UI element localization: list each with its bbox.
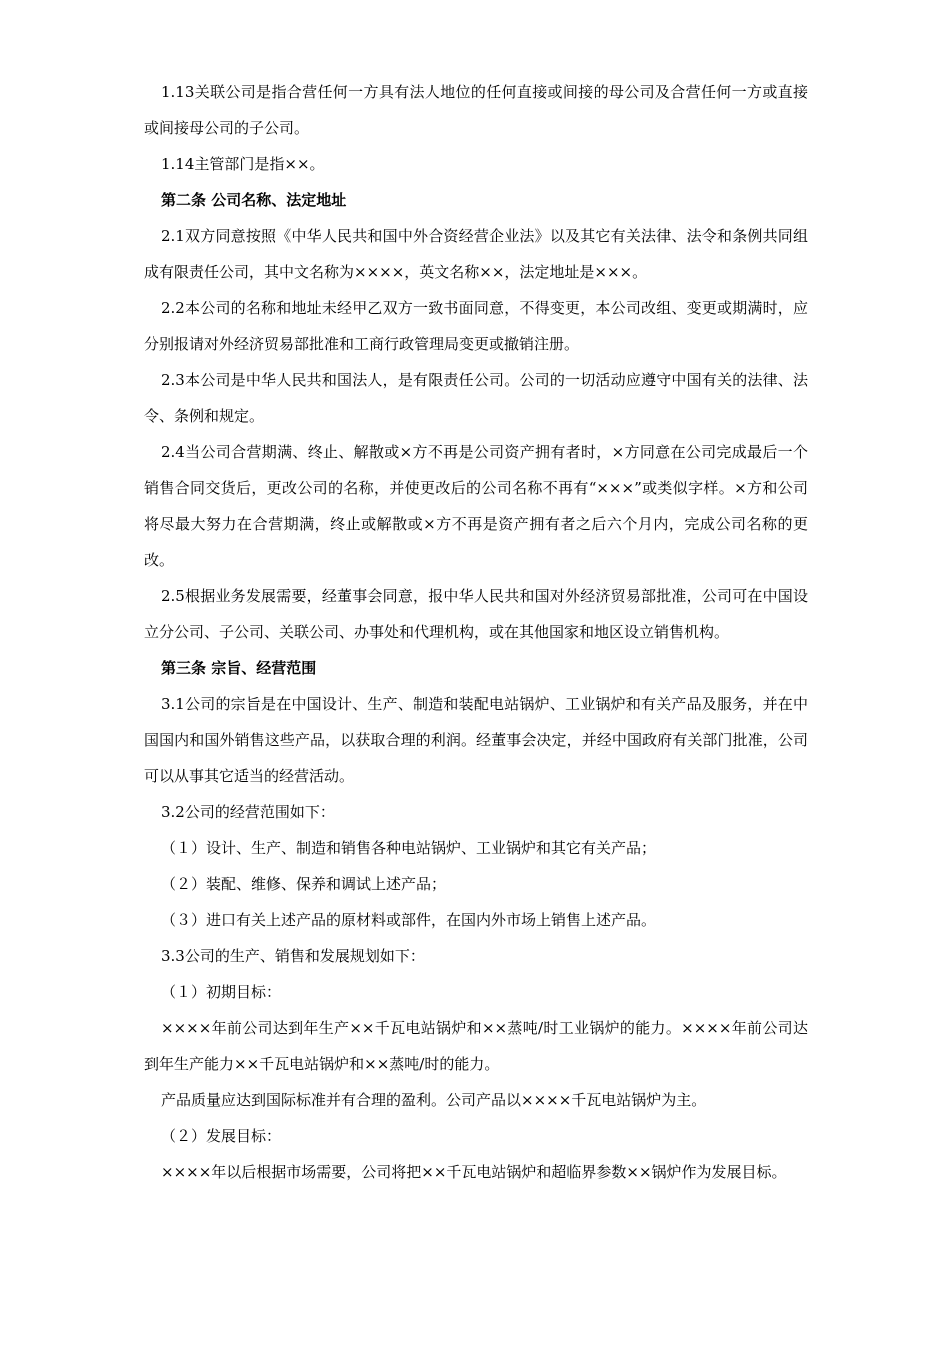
clause-2-3: 2.3本公司是中华人民共和国法人，是有限责任公司。公司的一切活动应遵守中国有关的法律、法令、条例和规定。: [144, 371, 808, 425]
clause-1-13: 1.13关联公司是指合营任何一方具有法人地位的任何直接或间接的母公司及合营任何一方或直接或间接母公司的子公司。: [144, 83, 808, 137]
clause-3-3-item-2: （２）发展目标：: [161, 1127, 282, 1145]
article-2-heading: 第二条 公司名称、法定地址: [161, 191, 347, 209]
clause-3-2-item-2: （２）装配、维修、保养和调试上述产品；: [161, 875, 447, 893]
document-body: [144, 74, 808, 1190]
clause-3-3-item-1: （１）初期目标：: [161, 983, 282, 1001]
development-goal-text: ××××年以后根据市场需要，公司将把××千瓦电站锅炉和超临界参数××锅炉作为发展目标。: [161, 1163, 787, 1181]
quality-goal-text: 产品质量应达到国际标准并有合理的盈利。公司产品以××××千瓦电站锅炉为主。: [161, 1091, 707, 1109]
clause-2-4: 2.4当公司合营期满、终止、解散或×方不再是公司资产拥有者时，×方同意在公司完成最后一个销售合同交货后，更改公司的名称，并使更改后的公司名称不再有“×××”或类似字样。×方和公司将尽最大努力在合营期满，终止或解散或×方不再是资产拥有者之后六个月内，完成公司名称的更改。: [144, 443, 808, 569]
clause-3-2-item-1: （１）设计、生产、制造和销售各种电站锅炉、工业锅炉和其它有关产品；: [161, 839, 657, 857]
clause-3-1: 3.1公司的宗旨是在中国设计、生产、制造和装配电站锅炉、工业锅炉和有关产品及服务，并在中国国内和国外销售这些产品，以获取合理的利润。经董事会决定，并经中国政府有关部门批准，公司可以从事其它适当的经营活动。: [144, 695, 808, 785]
clause-2-5: 2.5根据业务发展需要，经董事会同意，报中华人民共和国对外经济贸易部批准，公司可在中国设立分公司、子公司、关联公司、办事处和代理机构，或在其他国家和地区设立销售机构。: [144, 587, 808, 641]
clause-3-2: 3.2公司的经营范围如下：: [161, 803, 335, 821]
clause-2-2: 2.2本公司的名称和地址未经甲乙双方一致书面同意，不得变更，本公司改组、变更或期满时，应分别报请对外经济贸易部批准和工商行政管理局变更或撤销注册。: [144, 299, 808, 353]
clause-1-14: 1.14主管部门是指××。: [161, 155, 325, 173]
article-3-heading: 第三条 宗旨、经营范围: [161, 659, 317, 677]
clause-3-3: 3.3公司的生产、销售和发展规划如下：: [161, 947, 425, 965]
clause-2-1: 2.1双方同意按照《中华人民共和国中外合资经营企业法》以及其它有关法律、法令和条例共同组成有限责任公司，其中文名称为××××，英文名称××，法定地址是×××。: [144, 227, 808, 281]
initial-goal-text: ××××年前公司达到年生产××千瓦电站锅炉和××蒸吨/时工业锅炉的能力。××××年前公司达到年生产能力××千瓦电站锅炉和××蒸吨/时的能力。: [144, 1019, 808, 1073]
clause-3-2-item-3: （３）进口有关上述产品的原材料或部件，在国内外市场上销售上述产品。: [161, 911, 657, 929]
